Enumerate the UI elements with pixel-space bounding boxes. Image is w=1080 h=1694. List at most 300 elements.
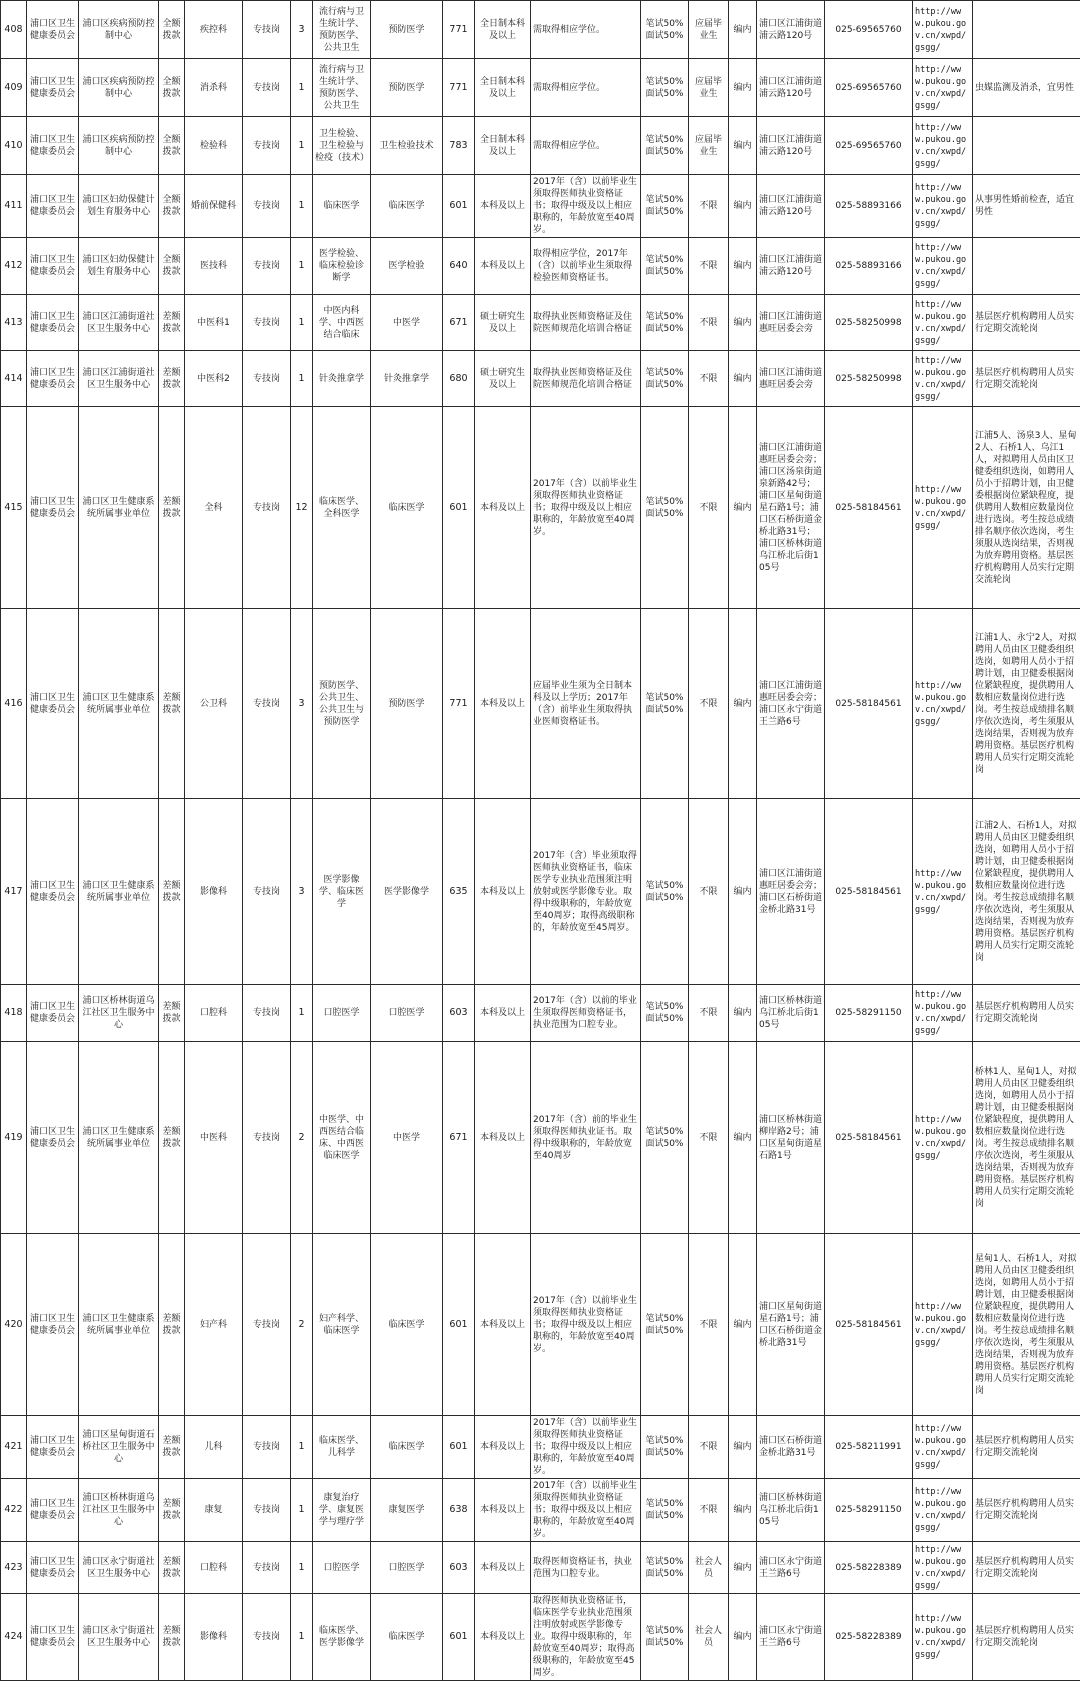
- other-requirements: 2017年（含）以前毕业生须取得医师执业资格证书；取得中级及以上相应职称的，年龄放宽至40周岁。: [531, 175, 641, 238]
- hire-count: 2: [291, 1234, 313, 1416]
- hiring-unit: 浦口区永宁街道社区卫生服务中心: [79, 1542, 159, 1594]
- table-row: [1, 407, 1080, 609]
- remark: 江浦2人、石桥1人，对拟聘用人员由区卫健委组织选岗，如聘用人员小于招聘计划，由卫健委根据岗位紧缺程度，提供聘用人数相应数量岗位进行选岗。考生按总成绩排名顺序依次选岗，考生须服从选岗结果，否则视为放弃聘用资格。基层医疗机构聘用人员实行定期交流轮岗: [973, 799, 1080, 985]
- major: 预防医学: [371, 59, 443, 117]
- major-category: 口腔医学: [313, 985, 371, 1042]
- department: 浦口区卫生健康委员会: [27, 1594, 79, 1681]
- other-requirements: 2017年（含）以前毕业生须取得医师执业资格证书；取得中级及以上相应职称的，年龄放宽至40周岁。: [531, 1416, 641, 1479]
- table-row: [1, 1542, 1080, 1594]
- funding-type: 全额拨款: [159, 117, 185, 175]
- major: 临床医学: [371, 407, 443, 609]
- target-group: 不限: [689, 351, 729, 407]
- target-group: 不限: [689, 609, 729, 799]
- info-url[interactable]: http://www.pukou.gov.cn/xwpd/gsgg/: [913, 985, 973, 1042]
- funding-type: 全额拨款: [159, 238, 185, 295]
- hire-count: 1: [291, 1479, 313, 1542]
- major-category: 预防医学、公共卫生、公共卫生与预防医学: [313, 609, 371, 799]
- post-type: 专技岗: [243, 1416, 291, 1479]
- hiring-unit: 浦口区星甸街道石桥社区卫生服务中心: [79, 1416, 159, 1479]
- hire-count: 1: [291, 1542, 313, 1594]
- target-group: 应届毕业生: [689, 117, 729, 175]
- table-row: [1, 175, 1080, 238]
- info-url[interactable]: http://www.pukou.gov.cn/xwpd/gsgg/: [913, 407, 973, 609]
- target-group: 不限: [689, 1479, 729, 1542]
- exam-code: 635: [443, 799, 475, 985]
- exam-code: 638: [443, 1479, 475, 1542]
- education: 本科及以上: [475, 799, 531, 985]
- table-row: [1, 985, 1080, 1042]
- funding-type: 差额拨款: [159, 1594, 185, 1681]
- other-requirements: 需取得相应学位。: [531, 59, 641, 117]
- contact-phone: 025-58291150: [825, 985, 913, 1042]
- department: 浦口区卫生健康委员会: [27, 1479, 79, 1542]
- exam-method: 笔试50%面试50%: [641, 238, 689, 295]
- post-type: 专技岗: [243, 175, 291, 238]
- work-address: 浦口区江浦街道浦云路120号: [757, 1, 825, 59]
- exam-method: 笔试50%面试50%: [641, 295, 689, 351]
- exam-method: 笔试50%面试50%: [641, 175, 689, 238]
- contact-phone: 025-58184561: [825, 609, 913, 799]
- table-row: [1, 295, 1080, 351]
- target-group: 社会人员: [689, 1594, 729, 1681]
- table-row: [1, 609, 1080, 799]
- exam-code: 680: [443, 351, 475, 407]
- row-number: 421: [1, 1416, 27, 1479]
- staffing: 编内: [729, 1, 757, 59]
- info-url[interactable]: http://www.pukou.gov.cn/xwpd/gsgg/: [913, 1542, 973, 1594]
- hiring-unit: 浦口区卫生健康系统所属事业单位: [79, 799, 159, 985]
- major-category: 中医内科学、中西医结合临床: [313, 295, 371, 351]
- post-name: 中医科2: [185, 351, 243, 407]
- funding-type: 差额拨款: [159, 1542, 185, 1594]
- hire-count: 1: [291, 117, 313, 175]
- hiring-unit: 浦口区疾病预防控制中心: [79, 59, 159, 117]
- work-address: 浦口区江浦街道惠旺居委会旁；浦口区永宁街道王兰路6号: [757, 609, 825, 799]
- other-requirements: 取得医师资格证书，执业范围为口腔专业。: [531, 1542, 641, 1594]
- table-row: [1, 1594, 1080, 1681]
- contact-phone: 025-58250998: [825, 295, 913, 351]
- exam-code: 671: [443, 295, 475, 351]
- info-url[interactable]: http://www.pukou.gov.cn/xwpd/gsgg/: [913, 1594, 973, 1681]
- department: 浦口区卫生健康委员会: [27, 1416, 79, 1479]
- staffing: 编内: [729, 1542, 757, 1594]
- table-row: [1, 1416, 1080, 1479]
- contact-phone: 025-69565760: [825, 59, 913, 117]
- exam-code: 771: [443, 609, 475, 799]
- work-address: 浦口区江浦街道浦云路120号: [757, 238, 825, 295]
- education: 本科及以上: [475, 1416, 531, 1479]
- post-name: 康复: [185, 1479, 243, 1542]
- contact-phone: 025-58893166: [825, 238, 913, 295]
- staffing: 编内: [729, 238, 757, 295]
- post-name: 消杀科: [185, 59, 243, 117]
- department: 浦口区卫生健康委员会: [27, 351, 79, 407]
- major: 卫生检验技术: [371, 117, 443, 175]
- remark: [973, 117, 1080, 175]
- remark: 基层医疗机构聘用人员实行定期交流轮岗: [973, 351, 1080, 407]
- funding-type: 差额拨款: [159, 1416, 185, 1479]
- row-number: 409: [1, 59, 27, 117]
- exam-code: 601: [443, 1416, 475, 1479]
- exam-code: 640: [443, 238, 475, 295]
- hire-count: 1: [291, 295, 313, 351]
- education: 本科及以上: [475, 609, 531, 799]
- post-type: 专技岗: [243, 1042, 291, 1234]
- hiring-unit: 浦口区卫生健康系统所属事业单位: [79, 609, 159, 799]
- education: 全日制本科及以上: [475, 1, 531, 59]
- education: 本科及以上: [475, 407, 531, 609]
- hire-count: 12: [291, 407, 313, 609]
- education: 本科及以上: [475, 1542, 531, 1594]
- post-name: 中医科1: [185, 295, 243, 351]
- department: 浦口区卫生健康委员会: [27, 59, 79, 117]
- work-address: 浦口区江浦街道浦云路120号: [757, 175, 825, 238]
- table-row: [1, 1042, 1080, 1234]
- hire-count: 3: [291, 799, 313, 985]
- info-url[interactable]: http://www.pukou.gov.cn/xwpd/gsgg/: [913, 1, 973, 59]
- department: 浦口区卫生健康委员会: [27, 985, 79, 1042]
- contact-phone: 025-58228389: [825, 1542, 913, 1594]
- contact-phone: 025-58250998: [825, 351, 913, 407]
- post-name: 检验科: [185, 117, 243, 175]
- other-requirements: 取得执业医师资格证及住院医师规范化培训合格证: [531, 351, 641, 407]
- row-number: 418: [1, 985, 27, 1042]
- staffing: 编内: [729, 985, 757, 1042]
- contact-phone: 025-58211991: [825, 1416, 913, 1479]
- other-requirements: 2017年（含）前的毕业生须取得医师执业证书。取得中级职称的，年龄放宽至40周岁: [531, 1042, 641, 1234]
- hiring-unit: 浦口区桥林街道乌江社区卫生服务中心: [79, 985, 159, 1042]
- remark: 基层医疗机构聘用人员实行定期交流轮岗: [973, 1416, 1080, 1479]
- other-requirements: 应届毕业生须为全日制本科及以上学历；2017年（含）前毕业生须取得执业医师资格证书。: [531, 609, 641, 799]
- row-number: 408: [1, 1, 27, 59]
- funding-type: 差额拨款: [159, 1479, 185, 1542]
- remark: 江浦1人、永宁2人，对拟聘用人员由区卫健委组织选岗，如聘用人员小于招聘计划，由卫健委根据岗位紧缺程度，提供聘用人数相应数量岗位进行选岗。考生按总成绩排名顺序依次选岗，考生须服从选岗结果，否则视为放弃聘用资格。基层医疗机构聘用人员实行定期交流轮岗: [973, 609, 1080, 799]
- post-type: 专技岗: [243, 609, 291, 799]
- staffing: 编内: [729, 295, 757, 351]
- work-address: 浦口区永宁街道王兰路6号: [757, 1594, 825, 1681]
- department: 浦口区卫生健康委员会: [27, 407, 79, 609]
- target-group: 不限: [689, 1234, 729, 1416]
- post-name: 儿科: [185, 1416, 243, 1479]
- target-group: 不限: [689, 407, 729, 609]
- major: 临床医学: [371, 1416, 443, 1479]
- target-group: 应届毕业生: [689, 1, 729, 59]
- exam-method: 笔试50%面试50%: [641, 117, 689, 175]
- info-url[interactable]: http://www.pukou.gov.cn/xwpd/gsgg/: [913, 117, 973, 175]
- funding-type: 差额拨款: [159, 1042, 185, 1234]
- target-group: 不限: [689, 1042, 729, 1234]
- hire-count: 1: [291, 351, 313, 407]
- contact-phone: 025-58184561: [825, 407, 913, 609]
- other-requirements: 需取得相应学位。: [531, 117, 641, 175]
- other-requirements: 2017年（含）毕业须取得医师执业资格证书，临床医学专业执业范围须注明放射或医学影像专业。取得中级职称的，年龄放宽至40周岁；取得高级职称的，年龄放宽至45周岁。: [531, 799, 641, 985]
- info-url[interactable]: http://www.pukou.gov.cn/xwpd/gsgg/: [913, 59, 973, 117]
- info-url[interactable]: http://www.pukou.gov.cn/xwpd/gsgg/: [913, 799, 973, 985]
- staffing: 编内: [729, 117, 757, 175]
- exam-method: 笔试50%面试50%: [641, 799, 689, 985]
- other-requirements: 2017年（含）以前的毕业生须取得医师资格证书，执业范围为口腔专业。: [531, 985, 641, 1042]
- education: 硕士研究生及以上: [475, 351, 531, 407]
- major-category: 流行病与卫生统计学、预防医学、公共卫生: [313, 1, 371, 59]
- contact-phone: 025-58184561: [825, 1234, 913, 1416]
- post-type: 专技岗: [243, 1594, 291, 1681]
- work-address: 浦口区桥林街道柳岸路2号；浦口区星甸街道星石路1号: [757, 1042, 825, 1234]
- staffing: 编内: [729, 175, 757, 238]
- staffing: 编内: [729, 351, 757, 407]
- department: 浦口区卫生健康委员会: [27, 238, 79, 295]
- remark: 桥林1人、星甸1人，对拟聘用人员由区卫健委组织选岗，如聘用人员小于招聘计划，由卫健委根据岗位紧缺程度，提供聘用人数相应数量岗位进行选岗。考生按总成绩排名顺序依次选岗，考生须服从选岗结果，否则视为放弃聘用资格。基层医疗机构聘用人员实行定期交流轮岗: [973, 1042, 1080, 1234]
- remark: 从事男性婚前检查，适宜男性: [973, 175, 1080, 238]
- hiring-unit: 浦口区卫生健康系统所属事业单位: [79, 407, 159, 609]
- major-category: 康复治疗学、康复医学与理疗学: [313, 1479, 371, 1542]
- table-row: [1, 238, 1080, 295]
- funding-type: 差额拨款: [159, 407, 185, 609]
- post-name: 妇产科: [185, 1234, 243, 1416]
- row-number: 415: [1, 407, 27, 609]
- info-url[interactable]: http://www.pukou.gov.cn/xwpd/gsgg/: [913, 1416, 973, 1479]
- info-url[interactable]: http://www.pukou.gov.cn/xwpd/gsgg/: [913, 175, 973, 238]
- staffing: 编内: [729, 407, 757, 609]
- info-url[interactable]: http://www.pukou.gov.cn/xwpd/gsgg/: [913, 1479, 973, 1542]
- other-requirements: 需取得相应学位。: [531, 1, 641, 59]
- target-group: 不限: [689, 175, 729, 238]
- major-category: 临床医学、全科医学: [313, 407, 371, 609]
- exam-method: 笔试50%面试50%: [641, 1594, 689, 1681]
- exam-method: 笔试50%面试50%: [641, 1542, 689, 1594]
- post-name: 公卫科: [185, 609, 243, 799]
- contact-phone: 025-58893166: [825, 175, 913, 238]
- education: 本科及以上: [475, 1594, 531, 1681]
- table-row: [1, 1234, 1080, 1416]
- major: 临床医学: [371, 1234, 443, 1416]
- staffing: 编内: [729, 1042, 757, 1234]
- major-category: 针灸推拿学: [313, 351, 371, 407]
- exam-method: 笔试50%面试50%: [641, 609, 689, 799]
- hiring-unit: 浦口区江浦街道社区卫生服务中心: [79, 295, 159, 351]
- other-requirements: 2017年（含）以前毕业生须取得医师执业资格证书；取得中级及以上相应职称的，年龄放宽至40周岁。: [531, 1234, 641, 1416]
- contact-phone: 025-58228389: [825, 1594, 913, 1681]
- exam-code: 603: [443, 1542, 475, 1594]
- other-requirements: 取得医师执业资格证书，临床医学专业执业范围须注明放射或医学影像专业。取得中级职称的，年龄放宽至40周岁；取得高级职称的，年龄放宽至45周岁。: [531, 1594, 641, 1681]
- work-address: 浦口区桥林街道乌江桥北后街105号: [757, 1479, 825, 1542]
- remark: 基层医疗机构聘用人员实行定期交流轮岗: [973, 1542, 1080, 1594]
- remark: 江浦5人、汤泉3人、星甸2人、石桥1人、乌江1人，对拟聘用人员由区卫健委组织选岗，如聘用人员小于招聘计划，由卫健委根据岗位紧缺程度，提供聘用人数相应数量岗位进行选岗。考生按总成绩排名顺序依次选岗，考生须服从选岗结果，否则视为放弃聘用资格。基层医疗机构聘用人员实行定期交流轮岗: [973, 407, 1080, 609]
- post-name: 中医科: [185, 1042, 243, 1234]
- exam-code: 771: [443, 59, 475, 117]
- hiring-unit: 浦口区卫生健康系统所属事业单位: [79, 1234, 159, 1416]
- major-category: 流行病与卫生统计学、预防医学、公共卫生: [313, 59, 371, 117]
- major-category: 临床医学、医学影像学: [313, 1594, 371, 1681]
- row-number: 419: [1, 1042, 27, 1234]
- work-address: 浦口区石桥街道金桥北路31号: [757, 1416, 825, 1479]
- info-url[interactable]: http://www.pukou.gov.cn/xwpd/gsgg/: [913, 238, 973, 295]
- department: 浦口区卫生健康委员会: [27, 1542, 79, 1594]
- table-row: [1, 1, 1080, 59]
- funding-type: 差额拨款: [159, 1234, 185, 1416]
- major: 医学影像学: [371, 799, 443, 985]
- major: 临床医学: [371, 175, 443, 238]
- major: 中医学: [371, 295, 443, 351]
- post-type: 专技岗: [243, 1542, 291, 1594]
- major: 口腔医学: [371, 985, 443, 1042]
- target-group: 社会人员: [689, 1542, 729, 1594]
- funding-type: 差额拨款: [159, 799, 185, 985]
- post-type: 专技岗: [243, 799, 291, 985]
- post-name: 影像科: [185, 799, 243, 985]
- major: 中医学: [371, 1042, 443, 1234]
- info-url[interactable]: http://www.pukou.gov.cn/xwpd/gsgg/: [913, 351, 973, 407]
- remark: 基层医疗机构聘用人员实行定期交流轮岗: [973, 1594, 1080, 1681]
- major-category: 中医学、中西医结合临床、中西医临床医学: [313, 1042, 371, 1234]
- exam-method: 笔试50%面试50%: [641, 59, 689, 117]
- contact-phone: 025-69565760: [825, 117, 913, 175]
- major: 预防医学: [371, 609, 443, 799]
- hire-count: 3: [291, 609, 313, 799]
- post-name: 全科: [185, 407, 243, 609]
- department: 浦口区卫生健康委员会: [27, 799, 79, 985]
- work-address: 浦口区江浦街道惠旺居委会旁；浦口区石桥街道金桥北路31号: [757, 799, 825, 985]
- work-address: 浦口区江浦街道惠旺居委会旁: [757, 351, 825, 407]
- exam-code: 601: [443, 407, 475, 609]
- education: 本科及以上: [475, 175, 531, 238]
- exam-code: 603: [443, 985, 475, 1042]
- target-group: 应届毕业生: [689, 59, 729, 117]
- row-number: 423: [1, 1542, 27, 1594]
- funding-type: 全额拨款: [159, 1, 185, 59]
- post-type: 专技岗: [243, 1234, 291, 1416]
- exam-method: 笔试50%面试50%: [641, 1, 689, 59]
- target-group: 不限: [689, 295, 729, 351]
- work-address: 浦口区永宁街道王兰路6号: [757, 1542, 825, 1594]
- funding-type: 全额拨款: [159, 175, 185, 238]
- work-address: 浦口区桥林街道乌江桥北后街105号: [757, 985, 825, 1042]
- post-type: 专技岗: [243, 295, 291, 351]
- post-type: 专技岗: [243, 985, 291, 1042]
- target-group: 不限: [689, 985, 729, 1042]
- exam-code: 771: [443, 1, 475, 59]
- exam-method: 笔试50%面试50%: [641, 1479, 689, 1542]
- exam-method: 笔试50%面试50%: [641, 985, 689, 1042]
- exam-code: 601: [443, 175, 475, 238]
- remark: 星甸1人、石桥1人，对拟聘用人员由区卫健委组织选岗，如聘用人员小于招聘计划，由卫健委根据岗位紧缺程度，提供聘用人数相应数量岗位进行选岗。考生按总成绩排名顺序依次选岗，考生须服从选岗结果，否则视为放弃聘用资格。基层医疗机构聘用人员实行定期交流轮岗: [973, 1234, 1080, 1416]
- hire-count: 1: [291, 175, 313, 238]
- major: 医学检验: [371, 238, 443, 295]
- hire-count: 1: [291, 985, 313, 1042]
- major: 临床医学: [371, 1594, 443, 1681]
- row-number: 414: [1, 351, 27, 407]
- hire-count: 1: [291, 1594, 313, 1681]
- exam-method: 笔试50%面试50%: [641, 1234, 689, 1416]
- department: 浦口区卫生健康委员会: [27, 295, 79, 351]
- remark: 虫媒监测及消杀，宜男性: [973, 59, 1080, 117]
- row-number: 422: [1, 1479, 27, 1542]
- work-address: 浦口区江浦街道浦云路120号: [757, 59, 825, 117]
- hiring-unit: 浦口区疾病预防控制中心: [79, 117, 159, 175]
- staffing: 编内: [729, 609, 757, 799]
- post-type: 专技岗: [243, 1, 291, 59]
- exam-method: 笔试50%面试50%: [641, 1042, 689, 1234]
- exam-method: 笔试50%面试50%: [641, 351, 689, 407]
- major: 预防医学: [371, 1, 443, 59]
- department: 浦口区卫生健康委员会: [27, 1042, 79, 1234]
- table-row: [1, 351, 1080, 407]
- staffing: 编内: [729, 1234, 757, 1416]
- department: 浦口区卫生健康委员会: [27, 609, 79, 799]
- table-row: [1, 1479, 1080, 1542]
- post-name: 疾控科: [185, 1, 243, 59]
- remark: [973, 238, 1080, 295]
- row-number: 420: [1, 1234, 27, 1416]
- hiring-unit: 浦口区江浦街道社区卫生服务中心: [79, 351, 159, 407]
- funding-type: 全额拨款: [159, 59, 185, 117]
- post-name: 医技科: [185, 238, 243, 295]
- info-url[interactable]: http://www.pukou.gov.cn/xwpd/gsgg/: [913, 1234, 973, 1416]
- staffing: 编内: [729, 1594, 757, 1681]
- major: 口腔医学: [371, 1542, 443, 1594]
- post-name: 婚前保健科: [185, 175, 243, 238]
- post-type: 专技岗: [243, 351, 291, 407]
- hiring-unit: 浦口区妇幼保健计划生育服务中心: [79, 238, 159, 295]
- funding-type: 差额拨款: [159, 609, 185, 799]
- other-requirements: 2017年（含）以前毕业生须取得医师执业资格证书；取得中级及以上相应职称的，年龄放宽至40周岁。: [531, 407, 641, 609]
- table-row: [1, 117, 1080, 175]
- post-type: 专技岗: [243, 407, 291, 609]
- staffing: 编内: [729, 1416, 757, 1479]
- post-type: 专技岗: [243, 59, 291, 117]
- target-group: 不限: [689, 799, 729, 985]
- hiring-unit: 浦口区永宁街道社区卫生服务中心: [79, 1594, 159, 1681]
- info-url[interactable]: http://www.pukou.gov.cn/xwpd/gsgg/: [913, 609, 973, 799]
- remark: 基层医疗机构聘用人员实行定期交流轮岗: [973, 1479, 1080, 1542]
- contact-phone: 025-58291150: [825, 1479, 913, 1542]
- staffing: 编内: [729, 799, 757, 985]
- contact-phone: 025-58184561: [825, 799, 913, 985]
- info-url[interactable]: http://www.pukou.gov.cn/xwpd/gsgg/: [913, 295, 973, 351]
- department: 浦口区卫生健康委员会: [27, 1234, 79, 1416]
- contact-phone: 025-58184561: [825, 1042, 913, 1234]
- hire-count: 2: [291, 1042, 313, 1234]
- row-number: 411: [1, 175, 27, 238]
- major-category: 临床医学: [313, 175, 371, 238]
- post-name: 口腔科: [185, 1542, 243, 1594]
- exam-code: 601: [443, 1234, 475, 1416]
- major-category: 医学检验、临床检验诊断学: [313, 238, 371, 295]
- education: 本科及以上: [475, 985, 531, 1042]
- post-name: 口腔科: [185, 985, 243, 1042]
- post-name: 影像科: [185, 1594, 243, 1681]
- major-category: 口腔医学: [313, 1542, 371, 1594]
- major: 针灸推拿学: [371, 351, 443, 407]
- funding-type: 差额拨款: [159, 985, 185, 1042]
- exam-code: 601: [443, 1594, 475, 1681]
- row-number: 413: [1, 295, 27, 351]
- exam-method: 笔试50%面试50%: [641, 1416, 689, 1479]
- exam-code: 671: [443, 1042, 475, 1234]
- info-url[interactable]: http://www.pukou.gov.cn/xwpd/gsgg/: [913, 1042, 973, 1234]
- table-row: [1, 59, 1080, 117]
- target-group: 不限: [689, 238, 729, 295]
- remark: 基层医疗机构聘用人员实行定期交流轮岗: [973, 985, 1080, 1042]
- work-address: 浦口区江浦街道惠旺居委会旁: [757, 295, 825, 351]
- education: 本科及以上: [475, 238, 531, 295]
- staffing: 编内: [729, 1479, 757, 1542]
- row-number: 424: [1, 1594, 27, 1681]
- education: 本科及以上: [475, 1479, 531, 1542]
- work-address: 浦口区江浦街道浦云路120号: [757, 117, 825, 175]
- table-row: [1, 799, 1080, 985]
- post-type: 专技岗: [243, 117, 291, 175]
- other-requirements: 取得相应学位，2017年（含）以前毕业生须取得检验医师资格证书。: [531, 238, 641, 295]
